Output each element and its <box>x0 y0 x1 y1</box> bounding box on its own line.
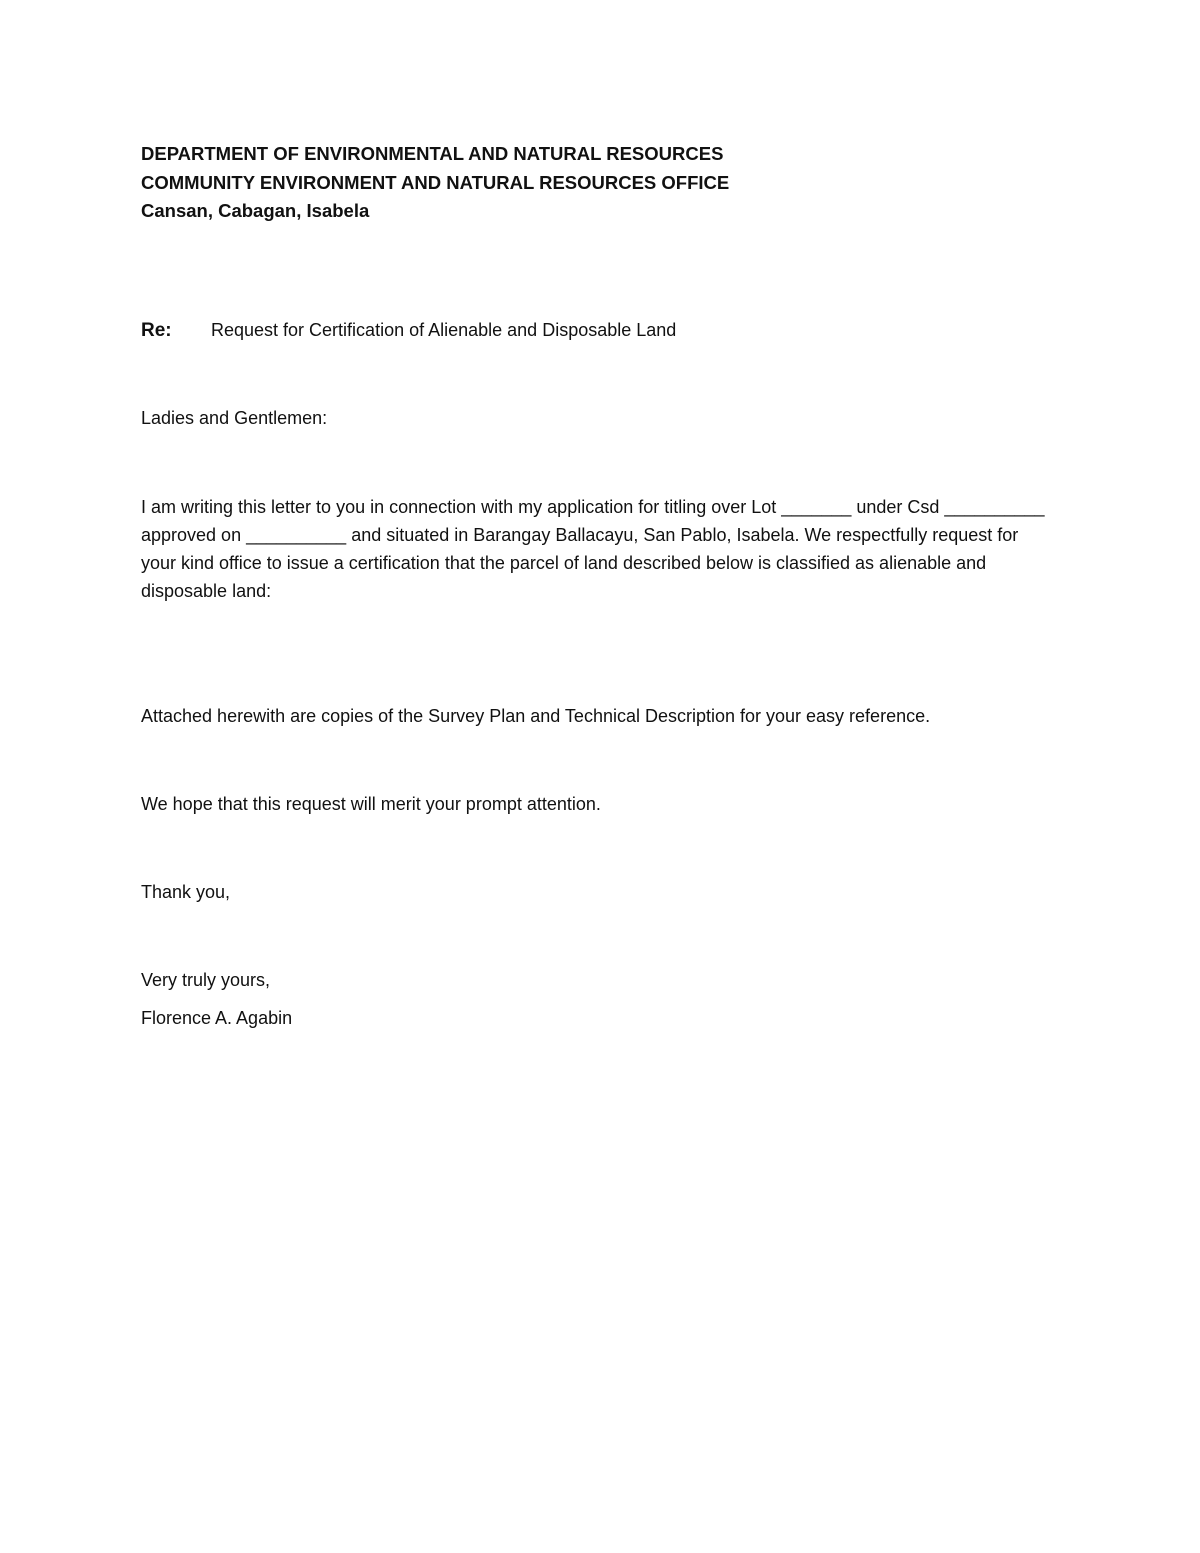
header-department: DEPARTMENT OF ENVIRONMENTAL AND NATURAL RESOURCES <box>141 143 724 164</box>
header-office: COMMUNITY ENVIRONMENT AND NATURAL RESOURCES OFFICE <box>141 171 730 193</box>
letter-header <box>141 140 1056 226</box>
subject-line <box>141 316 1056 345</box>
closing-line: Very truly yours, <box>141 969 271 990</box>
header-address: Cansan, Cabagan, Isabela <box>141 200 370 221</box>
subject-text: Request for Certification of Alienable and Disposable Land <box>211 319 677 340</box>
attachment-note: Attached herewith are copies of the Survey Plan and Technical Description for your easy reference. <box>141 705 931 726</box>
request-note: We hope that this request will merit your prompt attention. <box>141 793 601 814</box>
re-label: Re: <box>141 319 172 341</box>
signer-name: Florence A. Agabin <box>141 1007 293 1028</box>
thanks-line: Thank you, <box>141 881 231 902</box>
salutation: Ladies and Gentlemen: <box>141 407 328 428</box>
body-paragraph: I am writing this letter to you in connection with my application for titling over Lot _______ under Csd __________ approved on __________ and situated in Barangay Ballacayu, San Pablo, Isabela. We respectfully request for your kind office to issue a certification that the parcel of land described below is classified as alienable and disposable land: <box>141 496 1045 601</box>
letter <box>141 140 1056 1032</box>
